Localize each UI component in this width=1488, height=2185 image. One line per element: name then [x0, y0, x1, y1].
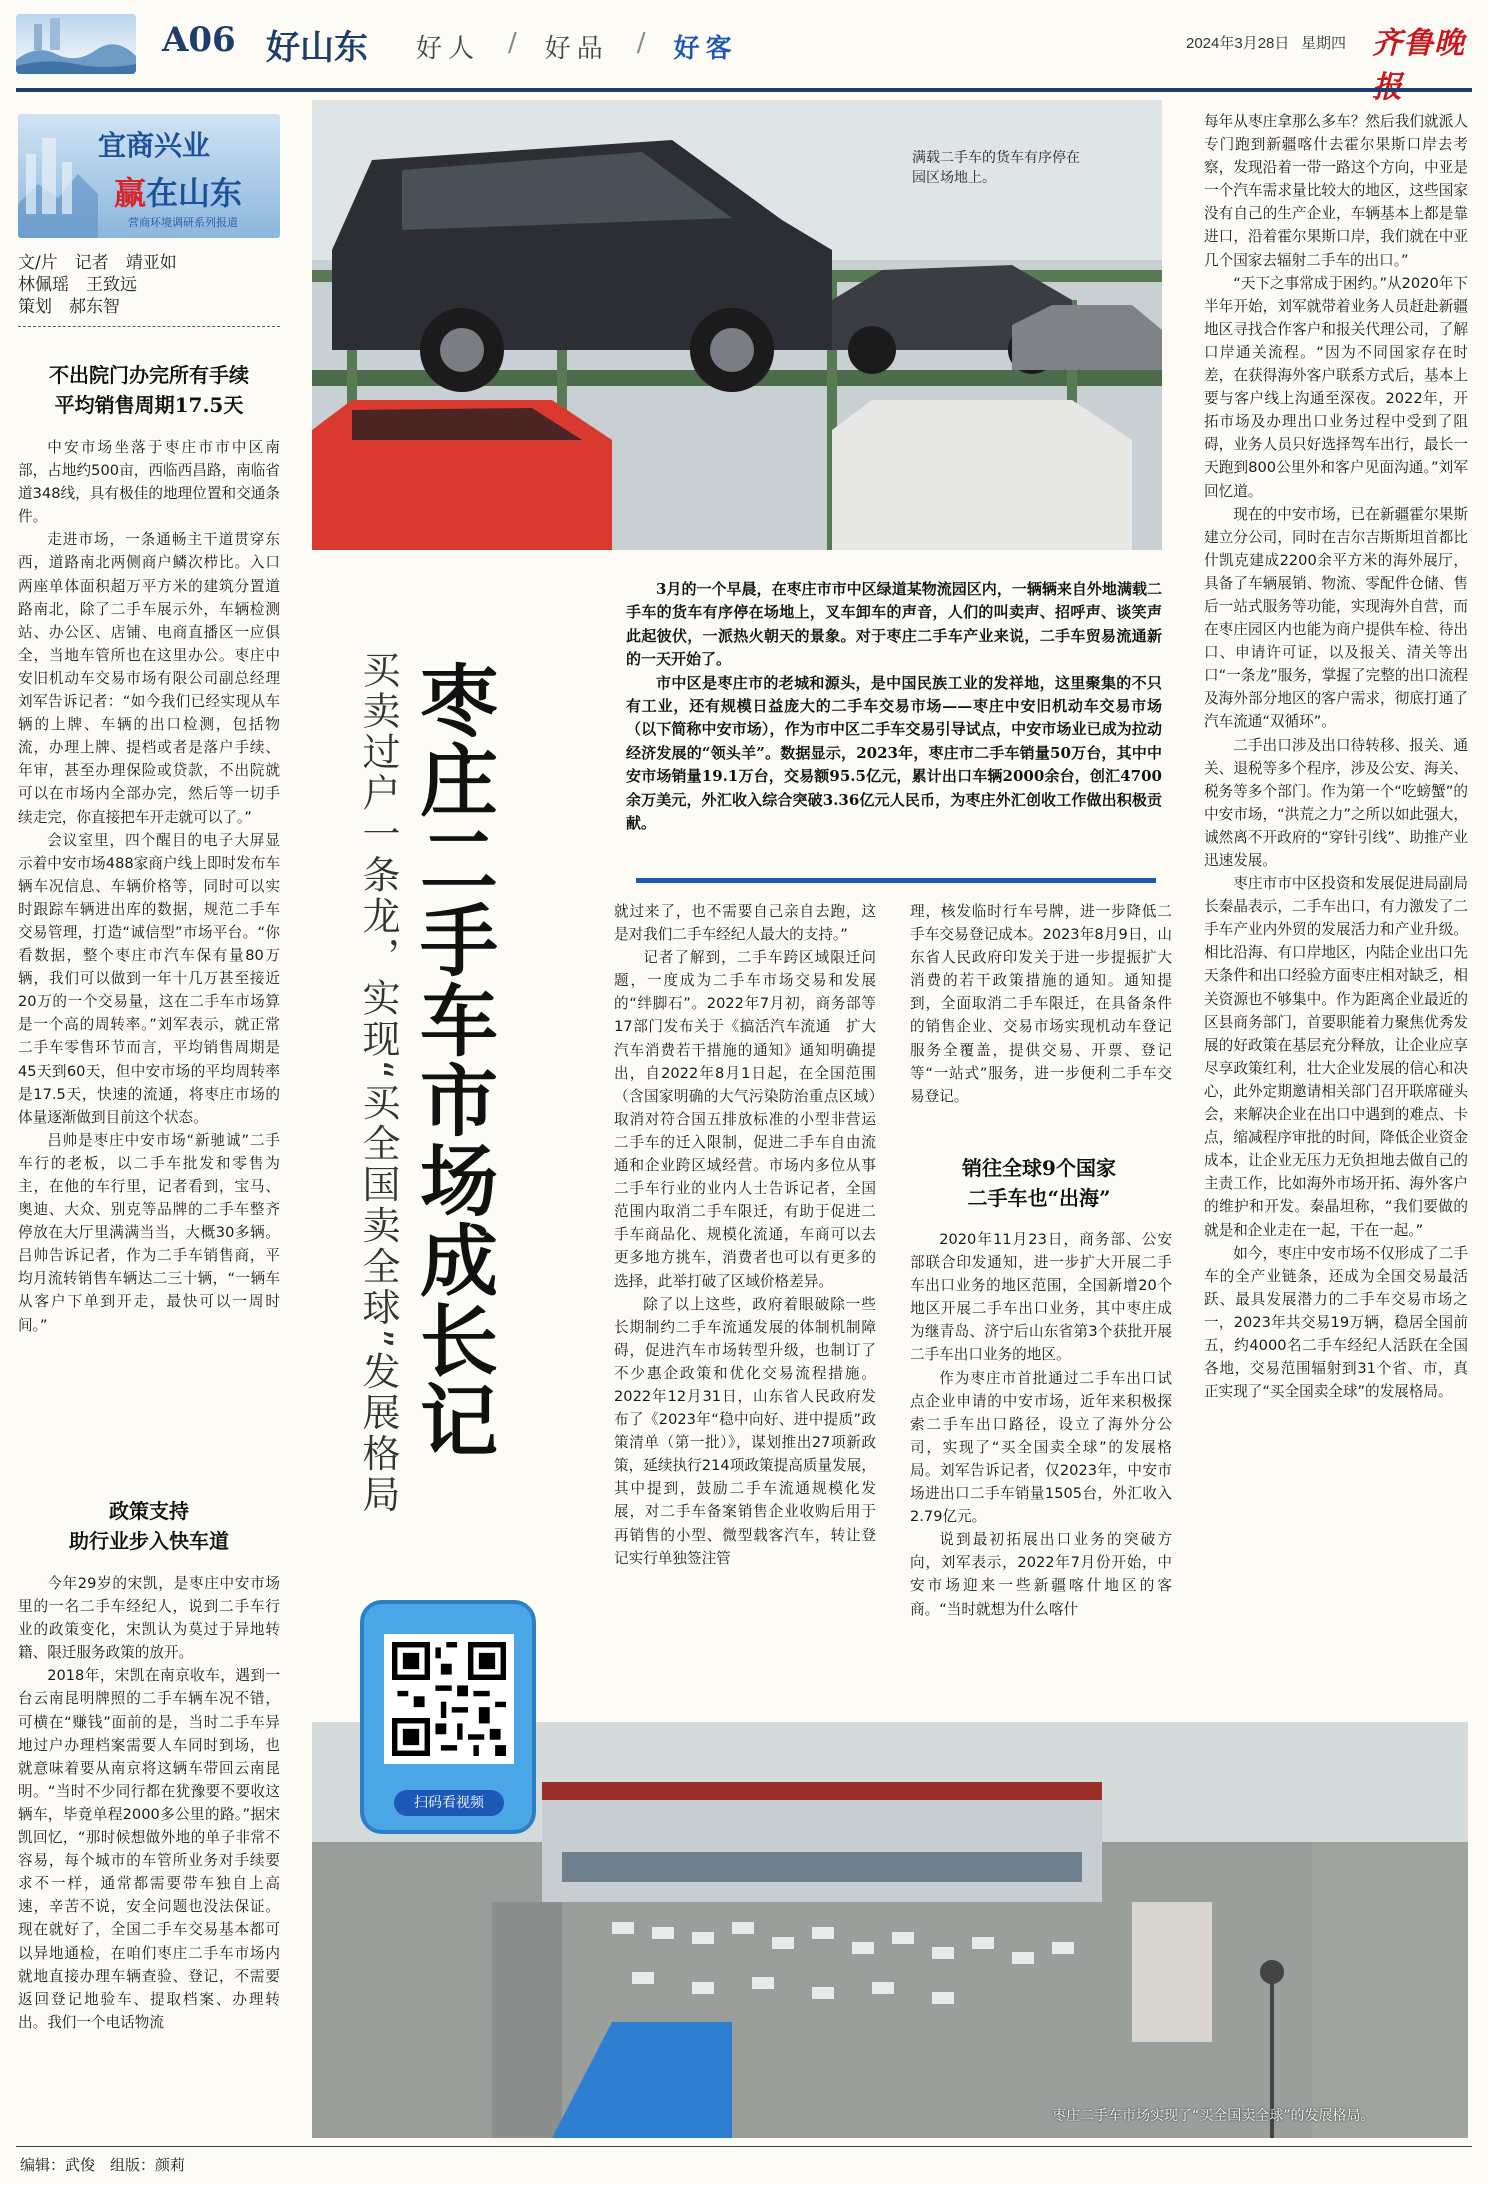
- qr-code[interactable]: [384, 1634, 514, 1764]
- article-paragraph: 说到最初拓展出口业务的突破方向，刘军表示，2022年7月份开始，中安市场迎来一些新疆喀什地区的客商。“当时就想为什么喀什: [910, 1531, 1172, 1618]
- editor-credit: 编辑：武俊 组版：颜莉: [20, 2156, 186, 2174]
- section-heading: 销往全球9个国家 二手车也“出海”: [962, 1156, 1116, 1210]
- article-paragraph: 吕帅是枣庄中安市场“新驰诚”二手车行的老板，以二手车批发和零售为主，在他的车行里，记者看到，宝马、奥迪、大众、别克等品牌的二手车整齐停放在大厅里满满当当，大概30多辆。吕帅告诉记者，作为二手车销售商，平均月流转销售车辆达二三十辆，“一辆车从客户下单到开走，最快可以一周时间。”: [18, 1131, 280, 1334]
- banner-line-2: [114, 168, 242, 214]
- article-paragraph: 会议室里，四个醒目的电子大屏显示着中安市场488家商户线上即时发布车辆车况信息、车辆价格等，同时可以实时跟踪车辆进出库的数据，规范二手车交易管理，打造“诚信型”市场平台。“你看数据，整个枣庄市汽车保有量80万辆，我们可以做到一年十几万甚至接近20万的一个交易量，这在二手车市场算是一个高的周转率。”刘军表示，就正常二手车零售环节而言，平均销售周期是45天到60天，但中安市场的平均周转率是17.5天，快速的流通，将枣庄市场的体量逐渐做到目前这个状态。: [18, 831, 280, 1126]
- tag-haopin[interactable]: 好品: [544, 34, 609, 64]
- qr-label: 扫码看视频: [394, 1790, 504, 1816]
- byline: [18, 252, 278, 318]
- article-paragraph: 二手出口涉及出口待转移、报关、通关、退税等多个程序，涉及公安、海关、税务等多个部门。作为第一个“吃螃蟹”的中安市场，“洪荒之力”之所以如此强大，诚然离不开政府的“穿针引线”、助推产业迅速发展。: [1204, 736, 1468, 869]
- tag-haoke[interactable]: 好客: [673, 34, 738, 64]
- qr-code-icon: [392, 1642, 506, 1756]
- top-photo-trucks: [312, 100, 1162, 550]
- banner-subtitle: 营商环境调研系列报道: [128, 217, 238, 229]
- article-paragraph: 除了以上这些，政府着眼破除一些长期制约二手车流通发展的体制机制障碍，促进汽车市场转型升级，也制订了不少惠企政策和优化交易流程措施。2022年12月31日，山东省人民政府发布了《2023年“稳中向好、进中提质”政策清单（第一批）》，谋划推出27项新政策，延续执行214项政策提高质量发展，其中提到，鼓励二手车流通规模化发展，对二手车备案销售企业收购后用于再销售的小型、微型载客汽车，转让登记实行单独签注管: [614, 1295, 876, 1567]
- footer-rule: [16, 2146, 1472, 2147]
- section-title: 好山东: [266, 28, 368, 68]
- article-paragraph: 今年29岁的宋凯，是枣庄中安市场里的一名二手车经纪人，说到二手车行业的政策变化，宋凯认为莫过于异地转籍、限迁服务政策的放开。: [18, 1575, 280, 1662]
- article-paragraph: 理，核发临时行车号牌，进一步降低二手车交易登记成本。2023年8月9日，山东省人民政府印发关于进一步提振扩大消费的若干政策措施的通知。通知提到，全面取消二手车限迁，在具备条件的销售企业、交易市场实现机动车登记服务全覆盖，提供交易、开票、登记等“一站式”服务，进一步便利二手车交易登记。: [910, 903, 1172, 1105]
- article-paragraph: 枣庄市市中区投资和发展促进局副局长秦晶表示，二手车出口，有力激发了二手车产业内外贸的发展活力和产业升级。相比沿海、有口岸地区，内陆企业出口先天条件和出口经验方面枣庄相对缺乏，相关资源也不够集中。作为距离企业最近的区县商务部门，首要职能着力聚焦优秀发展的好政策在基层充分释放，让企业应享尽享政策红利，壮大企业发展的信心和决心，此外定期邀请相关部门召开联席碰头会，来解决企业在出口中遇到的难点、卡点，缩减程序审批的时间，降低企业资金成本，让企业无压力无负担地去做自己的主责工作，比如海外市场开拓、海外客户的维护和开发。秦晶坦称，“我们要做的就是和企业走在一起，干在一起。”: [1204, 875, 1468, 1239]
- masthead-rule: [16, 88, 1472, 92]
- top-photo-caption: 满载二手车的货车有序停在园区场地上。: [912, 150, 1080, 186]
- newspaper-logo: 齐鲁晚: [1372, 26, 1465, 61]
- masthead: [16, 14, 1472, 92]
- issue-date: 2024年3月28日: [1186, 35, 1290, 52]
- byline-line: 策划 郝东智: [18, 297, 120, 317]
- article-paragraph: 2018年，宋凯在南京收车，遇到一台云南昆明牌照的二手车辆车况不错，可横在“赚钱”面前的是，当时二手车异地过户办理档案需要人车同时到场，也就意味着要从南京将这辆车带回云南昆明。“当时不少同行都在犹豫要不要收这辆车，毕竟单程2000多公里的路。”据宋凯回忆，“那时候想做外地的单子非常不容易，每个城市的车管所业务对手续要求不一样，通常都需要带车独自上高速，辛苦不说，安全问题也没法保证。现在就好了，全国二手车交易基本都可以异地通检，在咱们枣庄二手车市场内就地直接办理车辆查验、登记，不需要返回登记地验车、提取档案、办理转出。我们一个电话物流: [18, 1667, 280, 2031]
- lead-paragraph: 3月的一个早晨，在枣庄市市中区绿道某物流园区内，一辆辆来自外地满载二手车的货车有序停在场地上，叉车卸车的声音，人们的叫卖声、招呼声、谈笑声此起彼伏，一派热火朝天的景象。对于枣庄二手车产业来说，二手车贸易流通新的一天开始了。: [626, 580, 1162, 669]
- lead-divider: [636, 878, 1156, 883]
- article-column-3a: [910, 900, 1172, 1160]
- lead-paragraphs: [626, 578, 1162, 835]
- tag-haoren[interactable]: 好人: [416, 34, 481, 64]
- byline-line: 文/片 记者 靖亚如: [18, 253, 177, 273]
- series-banner: [18, 114, 280, 238]
- article-column-1a: [18, 436, 280, 1486]
- banner-line-1: 宜商兴业: [98, 129, 211, 162]
- article-column-3b: [910, 1228, 1172, 1720]
- article-paragraph: “天下之事常成于困约。”从2020年下半年开始，刘军就带着业务人员赶赴新疆地区寻找合作客户和报关代理公司，了解口岸通关流程。“因为不同国家存在时差，在获得海外客户联系方式后，基本上要与客户线上沟通至深夜。2022年，开拓市场及办理出口业务过程中受到了阻碍，业务人员只好选择驾车出行，最长一天跑到800公里外和客户见面沟通。”刘军回忆道。: [1204, 274, 1468, 500]
- bottom-photo-caption: 枣庄二手车市场实现了“买全国卖全球”的发展格局。: [1052, 2108, 1375, 2124]
- article-column-1b: [18, 1572, 280, 2136]
- article-paragraph: 如今，枣庄中安市场不仅形成了二手车的全产业链条，还成为全国交易最活跃、最具发展潜力的二手车交易市场之一，2023年共交易19万辆，稳居全国前五，约4000名二手车经纪人活跃在全国各地，交易范围辐射到31个省、市，真正实现了“买全国卖全球”的发展格局。: [1204, 1244, 1468, 1401]
- lead-paragraph: 市中区是枣庄市的老城和源头，是中国民族工业的发祥地，这里聚集的不只有工业，还有规模日益庞大的二手车交易市场——枣庄中安旧机动车交易市场（以下简称中安市场），作为市中区二手车交易引导试点，中安市场业已成为拉动经济发展的“领头羊”。数据显示，2023年，枣庄市二手车销量50万台，其中中安市场销量19.1万台，交易额95.5亿元，累计出口车辆2000余台，创汇4700余万美元，外汇收入综合突破3.36亿元人民币，为枣庄外汇创收工作做出积极贡献。: [626, 673, 1162, 833]
- article-headline: 枣庄二手车市场成长记: [407, 660, 498, 1460]
- article-column-4: [1204, 110, 1468, 1722]
- byline-divider: [18, 326, 280, 327]
- page-number: A06: [162, 20, 236, 60]
- article-paragraph: 作为枣庄市首批通过二手车出口试点企业申请的中安市场，近年来积极探索二手车出口路径，设立了海外分公司，实现了“买全国卖全球”的发展格局。刘军告诉记者，仅2023年，中安市场进出口二手车销量1505台，外汇收入2.79亿元。: [910, 1369, 1172, 1526]
- article-paragraph: 记者了解到，二手车跨区域限迁问题，一度成为二手车市场交易和发展的“绊脚石”。2022年7月初，商务部等17部门发布关于《搞活汽车流通 扩大汽车消费若干措施的通知》通知明确提出，自2022年8月1日起，在全国范围（含国家明确的大气污染防治重点区域）取消对符合国五排放标准的小型非营运二手车的迁入限制，促进二手车自由流通和企业跨区域经营。市场内多位从事二手车行业的业内人士告诉记者，全国范围内取消二手车限迁，有助于促进二手车商品化、规模化流通，车商可以去更多地方挑车，消费者也可以有更多的选择，此举打破了区域价格差异。: [614, 949, 876, 1290]
- section-tags: [416, 28, 738, 65]
- article-paragraph: 现在的中安市场，已在新疆霍尔果斯建立分公司，同时在吉尔吉斯斯坦首都比什凯克建成2200余平方米的海外展厅，具备了车辆展销、物流、零配件仓储、售后一站式服务等功能，实现海外自营，而在枣庄园区内也能为商户提供车检、待出口、申请许可证，以及报关、清关等出口“一条龙”服务，掌握了完整的出口流程及海外部分地区的客户需求，彻底打通了汽车流通“双循环”。: [1204, 505, 1468, 731]
- byline-line: 林佩瑶 王致远: [18, 275, 137, 295]
- section-heading: 政策支持 助行业步入快车道: [69, 1499, 229, 1553]
- article-paragraph: 走进市场，一条通畅主干道贯穿东西，道路南北两侧商户鳞次栉比。入口两座单体面积超万平方米的建筑分置道路南北，除了二手车展示外，车辆检测站、办公区、店铺、电商直播区一应俱全，当地车管所也在这里办公。枣庄中安旧机动车交易市场有限公司副总经理刘军告诉记者：“如今我们已经实现从车辆的上牌、车辆的出口检测，包括物流，办理上牌、提档或者是落户手续、年审，甚至办理保险或贷款，不出院就可以在市场内全部办完，然后等一切手续走完，你直接把车开走就可以了。”: [18, 531, 280, 826]
- tag-separator: /: [508, 28, 517, 58]
- banner-line-2-rest: 在山东: [146, 174, 243, 212]
- tag-separator: /: [636, 28, 646, 58]
- section-heading: 不出院门办完所有手续 平均销售周期17.5天: [49, 363, 249, 417]
- issue-weekday: 星期四: [1301, 35, 1347, 52]
- article-paragraph: 2020年11月23日，商务部、公安部联合印发通知，进一步扩大开展二手车出口业务的地区范围，全国新增20个地区开展二手车出口业务，其中枣庄成为继青岛、济宁后山东省第3个获批开展二手车出口业务的地区。: [910, 1231, 1172, 1364]
- article-column-2: [614, 900, 876, 1720]
- article-paragraph: 中安市场坐落于枣庄市市中区南部，占地约500亩，西临西昌路，南临省道348线，具有极佳的地理位置和交通条件。: [18, 439, 280, 526]
- banner-emphasis: 赢: [114, 174, 147, 212]
- article-paragraph: 就过来了，也不需要自己亲自去跑，这是对我们二手车经纪人最大的支持。”: [614, 903, 876, 944]
- qr-video-card[interactable]: [360, 1600, 536, 1834]
- article-paragraph: 每年从枣庄拿那么多车？然后我们就派人专门跑到新疆喀什去霍尔果斯口岸去考察，发现沿着一带一路这个方向，中亚是一个汽车需求量比较大的地区，这些国家没有自己的生产企业，车辆基本上都是靠进口，沿着霍尔果斯口岸，我们就在中亚几个国家去辐射二手车的出口。”: [1204, 113, 1468, 269]
- masthead-decoration: [16, 14, 136, 74]
- article-subheadline: 买卖过户一条龙，实现“买全国卖全球”发展格局: [356, 650, 400, 1516]
